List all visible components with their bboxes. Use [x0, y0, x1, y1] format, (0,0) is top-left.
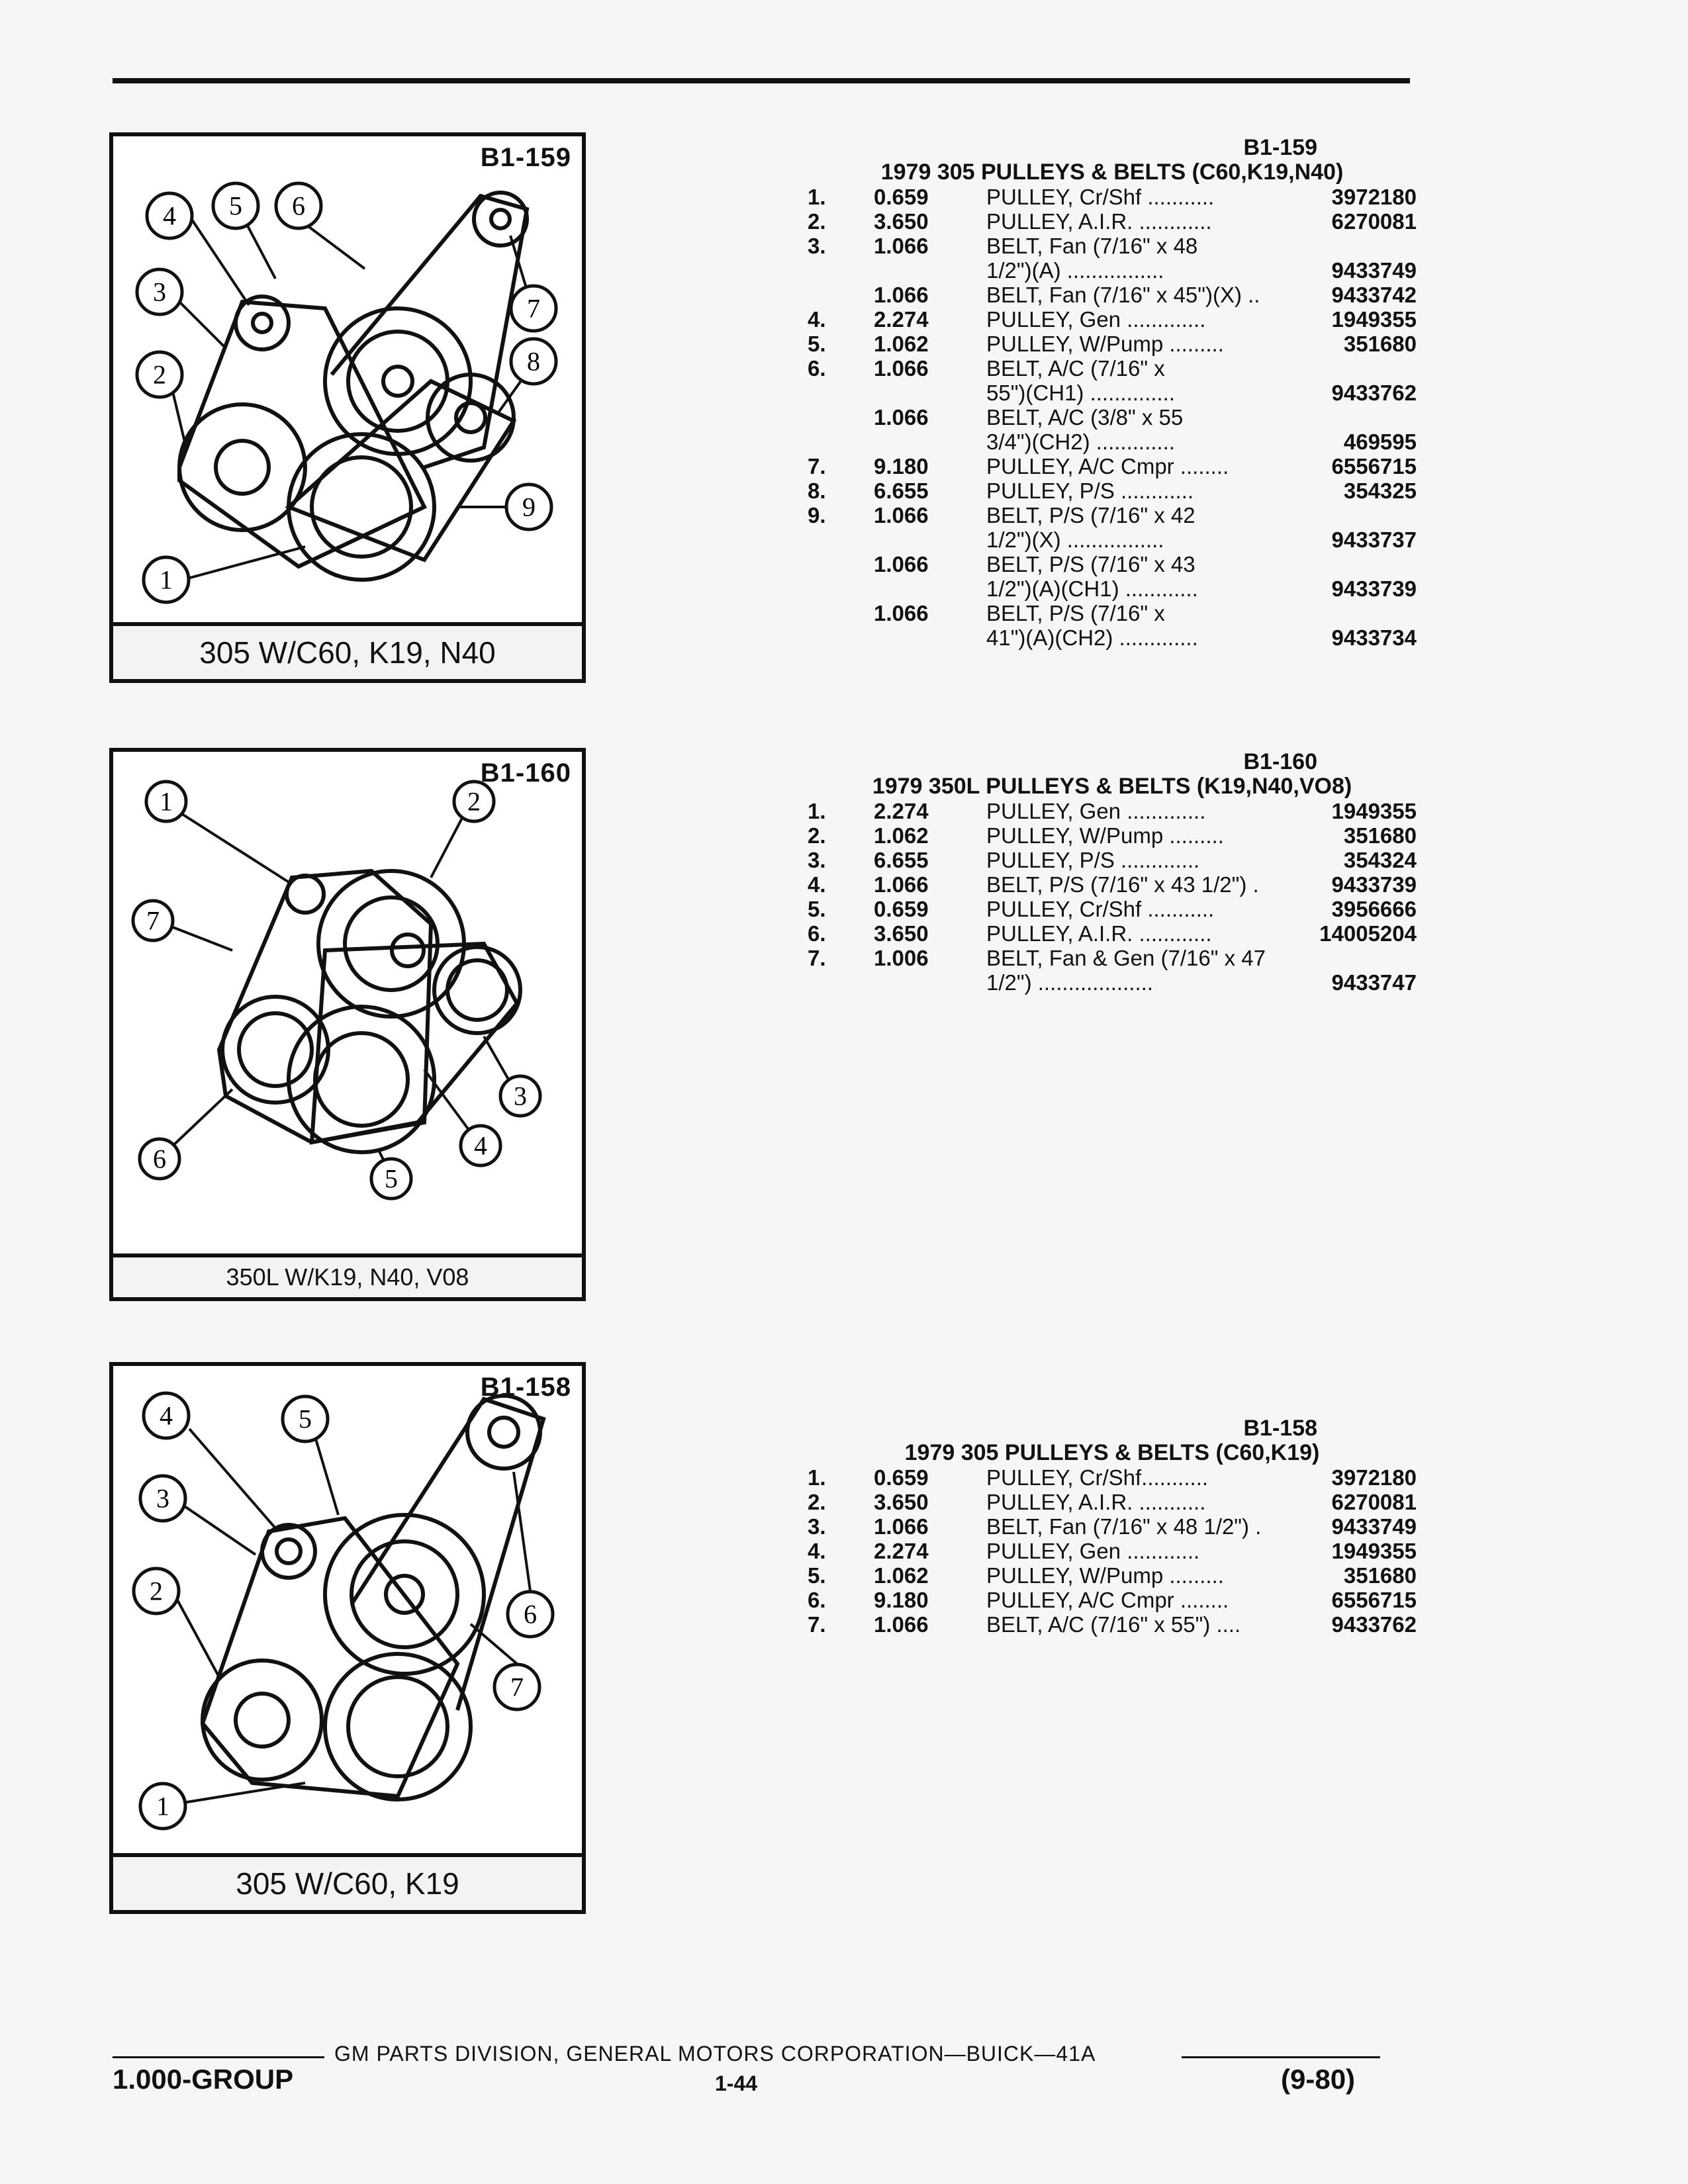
section-id: B1-158 [1243, 1416, 1317, 1441]
callout-9 [506, 484, 551, 529]
pulley-generator [203, 1661, 322, 1780]
svg-text:6: 6 [292, 191, 305, 221]
parts-list-b1-158 [808, 1416, 1417, 1637]
group-number: 3.650 [874, 921, 929, 946]
group-number: 0.659 [874, 897, 929, 921]
row-number: 3. [808, 234, 826, 258]
group-number: 1.062 [874, 823, 929, 848]
part-description: PULLEY, W/Pump ......... [986, 332, 1224, 356]
top-rule [113, 78, 1410, 83]
pulley-diagram-b1-159 [113, 136, 582, 679]
row-number [808, 381, 874, 405]
part-description: BELT, P/S (7/16" x 42 [986, 503, 1196, 527]
part-number [1304, 946, 1417, 970]
part-description: 1/2")(X) ................ [986, 527, 1164, 552]
part-description: 41")(A)(CH2) ............. [986, 625, 1198, 650]
group-number: 1.066 [874, 356, 929, 381]
group-number: 1.062 [874, 332, 929, 356]
group-number: 1.066 [874, 234, 929, 258]
part-number [1304, 356, 1417, 381]
part-description: BELT, Fan & Gen (7/16" x 47 [986, 946, 1266, 970]
row-number: 5. [808, 332, 826, 356]
part-number: 9433762 [1331, 381, 1417, 405]
callout-2 [137, 352, 182, 397]
group-number: 9.180 [874, 1588, 929, 1612]
part-description: PULLEY, A/C Cmpr ........ [986, 1588, 1229, 1612]
part-description: PULLEY, W/Pump ......... [986, 823, 1224, 848]
row-number: 6. [808, 1588, 826, 1612]
parts-list-b1-159 [808, 136, 1417, 650]
row-number: 8. [808, 478, 826, 503]
figure-b1-158 [109, 1362, 586, 1914]
callout-1 [144, 557, 189, 602]
svg-text:6: 6 [524, 1599, 537, 1629]
section-id: B1-160 [1243, 749, 1317, 774]
parts-row [808, 946, 1417, 970]
row-number: 4. [808, 307, 826, 332]
part-description: BELT, P/S (7/16" x 43 1/2") . [986, 872, 1259, 897]
figure-id: B1-160 [480, 758, 571, 788]
svg-text:1: 1 [160, 565, 173, 595]
part-description: BELT, A/C (7/16" x 55") .... [986, 1612, 1241, 1637]
callout-5 [283, 1396, 328, 1441]
part-number: 469595 [1343, 430, 1417, 454]
part-number: 3956666 [1331, 897, 1417, 921]
row-number: 7. [808, 1612, 826, 1637]
pulley-generator [179, 404, 305, 530]
group-number: 3.650 [874, 209, 929, 234]
part-description: PULLEY, A/C Cmpr ........ [986, 454, 1229, 478]
part-number [1304, 552, 1417, 576]
part-number: 3972180 [1331, 185, 1417, 209]
part-description: PULLEY, Gen ............ [986, 1539, 1200, 1563]
part-number [1304, 234, 1417, 258]
callout-4 [147, 193, 192, 238]
part-number: 1949355 [1331, 307, 1417, 332]
part-number: 9433749 [1331, 1514, 1417, 1539]
parts-row [808, 307, 1417, 332]
parts-row [808, 405, 1417, 430]
part-description: PULLEY, A.I.R. ............ [986, 209, 1212, 234]
svg-text:4: 4 [474, 1130, 487, 1161]
svg-text:9: 9 [522, 492, 536, 522]
callout-4 [144, 1393, 189, 1438]
section-title: 1979 305 PULLEYS & BELTS (C60,K19,N40) [880, 159, 1344, 185]
part-description: PULLEY, A.I.R. ........... [986, 1490, 1206, 1514]
part-description: BELT, A/C (7/16" x [986, 356, 1165, 381]
group-number: 1.066 [874, 1612, 929, 1637]
part-description: BELT, P/S (7/16" x [986, 601, 1165, 625]
svg-text:4: 4 [163, 201, 176, 231]
group-number: 1.066 [874, 872, 929, 897]
row-number: 5. [808, 897, 826, 921]
group-number: 1.006 [874, 946, 929, 970]
part-number: 9433739 [1331, 872, 1417, 897]
part-number: 9433737 [1331, 527, 1417, 552]
part-number: 351680 [1343, 823, 1417, 848]
row-number [808, 552, 874, 576]
parts-row [808, 601, 1417, 625]
part-description: PULLEY, W/Pump ......... [986, 1563, 1224, 1588]
row-number [808, 258, 874, 283]
row-number: 1. [808, 1465, 826, 1490]
part-number: 6270081 [1331, 1490, 1417, 1514]
row-number [808, 405, 874, 430]
part-description: PULLEY, Gen ............. [986, 307, 1206, 332]
parts-row [808, 503, 1417, 527]
callout-3 [137, 269, 182, 314]
row-number: 6. [808, 921, 826, 946]
parts-row [808, 234, 1417, 258]
part-number: 354325 [1343, 478, 1417, 503]
row-number: 7. [808, 454, 826, 478]
part-number [1304, 503, 1417, 527]
belt-fan [179, 302, 424, 567]
part-description: BELT, P/S (7/16" x 43 [986, 552, 1196, 576]
parts-row [808, 823, 1417, 848]
callout-7 [133, 901, 173, 940]
part-number: 354324 [1343, 848, 1417, 872]
section-id: B1-159 [1243, 135, 1317, 160]
svg-text:4: 4 [160, 1400, 173, 1431]
svg-text:2: 2 [150, 1576, 163, 1606]
callout-7 [494, 1664, 539, 1709]
row-number [808, 430, 874, 454]
svg-text:2: 2 [153, 359, 166, 390]
part-number: 9433762 [1331, 1612, 1417, 1637]
parts-list-b1-160 [808, 750, 1417, 995]
callout-6 [508, 1592, 553, 1637]
part-description: PULLEY, A.I.R. ............ [986, 921, 1212, 946]
part-number: 3972180 [1331, 1465, 1417, 1490]
parts-row [808, 897, 1417, 921]
part-description: BELT, Fan (7/16" x 48 1/2") . [986, 1514, 1262, 1539]
parts-row [808, 1514, 1417, 1539]
parts-row [808, 552, 1417, 576]
part-description: 3/4")(CH2) ............. [986, 430, 1175, 454]
figure-caption: 350L W/K19, N40, V08 [113, 1253, 582, 1297]
group-number: 1.066 [874, 405, 929, 430]
part-number [1304, 405, 1417, 430]
parts-row [808, 799, 1417, 823]
part-description: PULLEY, P/S ............. [986, 848, 1200, 872]
callout-6 [276, 183, 321, 228]
parts-row [808, 381, 1417, 405]
part-number: 6556715 [1331, 1588, 1417, 1612]
row-number: 6. [808, 356, 826, 381]
svg-text:7: 7 [527, 293, 540, 324]
svg-text:7: 7 [510, 1672, 524, 1702]
part-number: 6556715 [1331, 454, 1417, 478]
parts-row [808, 430, 1417, 454]
svg-text:1: 1 [156, 1791, 169, 1821]
part-number: 9433749 [1331, 258, 1417, 283]
part-number: 9433734 [1331, 625, 1417, 650]
footer-date: (9-80) [1281, 2064, 1356, 2095]
callout-5 [371, 1159, 411, 1199]
callout-5 [213, 183, 258, 228]
svg-text:5: 5 [385, 1163, 398, 1194]
parts-row [808, 356, 1417, 381]
section-title: 1979 350L PULLEYS & BELTS (K19,N40,VO8) [872, 774, 1352, 799]
part-description: PULLEY, Cr/Shf........... [986, 1465, 1209, 1490]
part-description: 1/2") ................... [986, 970, 1153, 995]
row-number: 3. [808, 848, 826, 872]
part-description: 1/2")(A)(CH1) ............ [986, 576, 1198, 601]
pulley-crankshaft [289, 1007, 434, 1152]
part-description: BELT, A/C (3/8" x 55 [986, 405, 1184, 430]
group-number: 1.066 [874, 552, 929, 576]
footer-publisher: GM PARTS DIVISION, GENERAL MOTORS CORPORATION—BUICK—41A [334, 2042, 1096, 2066]
callout-7 [511, 286, 556, 331]
parts-row [808, 258, 1417, 283]
part-number: 1949355 [1331, 799, 1417, 823]
parts-row [808, 332, 1417, 356]
parts-row [808, 185, 1417, 209]
group-number: 1.066 [874, 1514, 929, 1539]
parts-row [808, 970, 1417, 995]
row-number [808, 625, 874, 650]
row-number: 7. [808, 946, 826, 970]
parts-row [808, 921, 1417, 946]
group-number: 1.066 [874, 601, 929, 625]
part-number: 351680 [1343, 1563, 1417, 1588]
svg-text:1: 1 [160, 786, 173, 817]
part-number: 351680 [1343, 332, 1417, 356]
row-number [808, 601, 874, 625]
part-number: 9433742 [1331, 283, 1417, 307]
callout-4 [461, 1126, 500, 1165]
group-number: 3.650 [874, 1490, 929, 1514]
group-number: 0.659 [874, 185, 929, 209]
pulley-diagram-b1-160 [113, 752, 582, 1297]
part-description: BELT, Fan (7/16" x 45")(X) .. [986, 283, 1260, 307]
row-number: 4. [808, 1539, 826, 1563]
part-number: 9433747 [1331, 970, 1417, 995]
row-number: 5. [808, 1563, 826, 1588]
part-description: PULLEY, P/S ............ [986, 478, 1194, 503]
row-number: 4. [808, 872, 826, 897]
parts-row [808, 1490, 1417, 1514]
group-number [874, 625, 986, 650]
parts-row [808, 1563, 1417, 1588]
row-number: 1. [808, 799, 826, 823]
callout-6 [140, 1139, 179, 1179]
figure-id: B1-158 [480, 1373, 571, 1402]
row-number [808, 527, 874, 552]
group-number [874, 527, 986, 552]
figure-id: B1-159 [480, 143, 571, 172]
group-number: 2.274 [874, 799, 929, 823]
section-title: 1979 305 PULLEYS & BELTS (C60,K19) [904, 1440, 1320, 1465]
svg-text:2: 2 [467, 786, 481, 817]
svg-text:3: 3 [514, 1081, 527, 1111]
row-number [808, 970, 874, 995]
row-number [808, 576, 874, 601]
group-number [874, 258, 986, 283]
part-number: 9433739 [1331, 576, 1417, 601]
part-description: PULLEY, Cr/Shf ........... [986, 185, 1215, 209]
group-number [874, 381, 986, 405]
pulley-diagram-b1-158 [113, 1366, 582, 1910]
callout-8 [511, 339, 556, 384]
row-number: 2. [808, 209, 826, 234]
part-number: 6270081 [1331, 209, 1417, 234]
group-number: 2.274 [874, 1539, 929, 1563]
part-number: 14005204 [1319, 921, 1417, 946]
footer-group: 1.000-GROUP [113, 2064, 294, 2095]
row-number: 1. [808, 185, 826, 209]
group-number: 9.180 [874, 454, 929, 478]
part-description: 1/2")(A) ................ [986, 258, 1164, 283]
row-number: 9. [808, 503, 826, 527]
svg-text:6: 6 [153, 1144, 166, 1174]
group-number [874, 970, 986, 995]
footer-rule-left [113, 2056, 324, 2058]
row-number: 2. [808, 1490, 826, 1514]
parts-row [808, 1465, 1417, 1490]
figure-b1-159 [109, 132, 586, 683]
group-number [874, 430, 986, 454]
parts-row [808, 1539, 1417, 1563]
svg-text:3: 3 [156, 1483, 169, 1514]
group-number: 0.659 [874, 1465, 929, 1490]
part-description: PULLEY, Cr/Shf ........... [986, 897, 1215, 921]
parts-row [808, 454, 1417, 478]
parts-row [808, 625, 1417, 650]
row-number: 3. [808, 1514, 826, 1539]
parts-row [808, 1588, 1417, 1612]
parts-row [808, 478, 1417, 503]
group-number [874, 576, 986, 601]
part-description: 55")(CH1) .............. [986, 381, 1175, 405]
part-description: PULLEY, Gen ............. [986, 799, 1206, 823]
group-number: 1.066 [874, 503, 929, 527]
svg-text:5: 5 [299, 1404, 312, 1434]
group-number: 1.062 [874, 1563, 929, 1588]
group-number: 1.066 [874, 283, 929, 307]
parts-row [808, 209, 1417, 234]
figure-caption: 305 W/C60, K19, N40 [113, 622, 582, 679]
svg-text:5: 5 [229, 191, 242, 221]
part-number: 1949355 [1331, 1539, 1417, 1563]
group-number: 6.655 [874, 848, 929, 872]
svg-text:8: 8 [527, 346, 540, 377]
row-number: 2. [808, 823, 826, 848]
group-number: 6.655 [874, 478, 929, 503]
parts-row [808, 872, 1417, 897]
row-number [808, 283, 874, 307]
footer-page-number: 1-44 [715, 2071, 758, 2095]
part-number [1304, 601, 1417, 625]
parts-row [808, 1612, 1417, 1637]
parts-row [808, 848, 1417, 872]
svg-text:7: 7 [146, 905, 160, 936]
parts-row [808, 527, 1417, 552]
callout-3 [500, 1076, 540, 1116]
footer-rule-right [1182, 2056, 1380, 2058]
figure-caption: 305 W/C60, K19 [113, 1853, 582, 1910]
callout-1 [140, 1784, 185, 1829]
callout-2 [134, 1569, 179, 1614]
figure-b1-160 [109, 748, 586, 1301]
callout-1 [146, 782, 186, 821]
parts-row [808, 576, 1417, 601]
parts-row [808, 283, 1417, 307]
callout-3 [140, 1476, 185, 1521]
part-description: BELT, Fan (7/16" x 48 [986, 234, 1198, 258]
svg-text:3: 3 [153, 277, 166, 307]
group-number: 2.274 [874, 307, 929, 332]
